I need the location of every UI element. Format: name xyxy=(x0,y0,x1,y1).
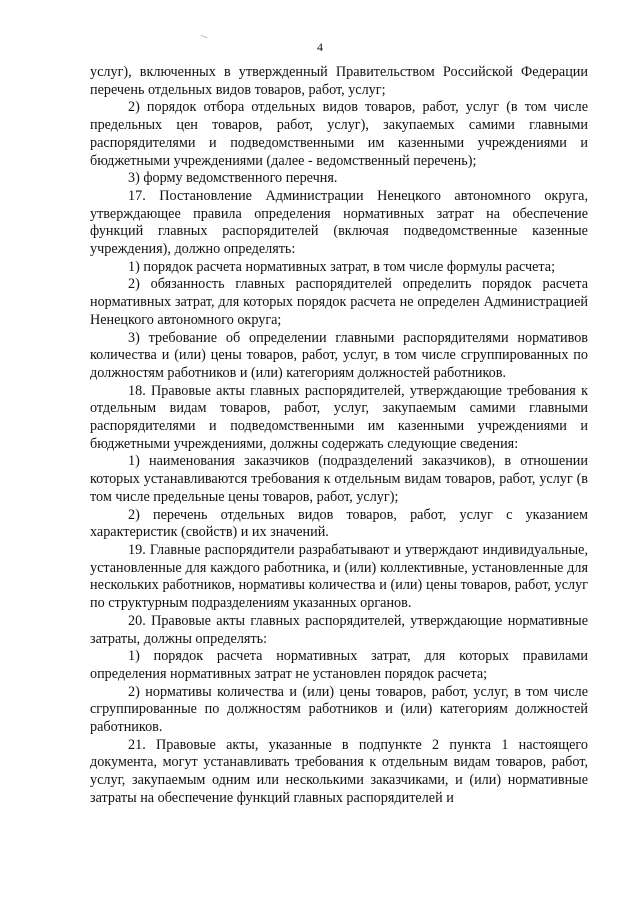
paragraph-item-2-selection-order: 2) порядок отбора отдельных видов товаров, работ, услуг (в том числе предельных цен товаров, работ, услуг), закупаемых самими главными распорядителями и подведомственными им казенными учреждениями и бюджетными учреждениями (далее - ведомственный перечень); xyxy=(90,99,588,169)
paragraph-section-17: 17. Постановление Администрации Ненецкого автономного округа, утверждающее правила определения нормативных затрат на обеспечение функций главных распорядителей (включая подведомственные казенные учреждения), должно определять: xyxy=(90,187,588,258)
page-number: 4 xyxy=(317,40,323,54)
paragraph-section-17-item-1: 1) порядок расчета нормативных затрат, в том числе формулы расчета; xyxy=(128,258,556,275)
paragraph-section-20: 20. Правовые акты главных распорядителей, утверждающие нормативные затраты, должны определять: xyxy=(90,612,588,647)
paragraph-section-18: 18. Правовые акты главных распорядителей, утверждающие требования к отдельным видам товаров, работ, услуг, закупаемым самими главными распорядителями и подведомственными им казенными учреждениями и бюджетными учреждениями, должны содержать следующие сведения: xyxy=(90,382,588,452)
paragraph-section-20-item-2: 2) нормативы количества и (или) цены товаров, работ, услуг, в том числе сгруппированные по должностям работников и (или) категориям должностей работников. xyxy=(90,683,588,736)
paragraph-section-20-item-1: 1) порядок расчета нормативных затрат, для которых правилами определения нормативных затрат не установлен порядок расчета; xyxy=(90,648,588,682)
document-body xyxy=(90,64,588,808)
paragraph-section-17-item-3: 3) требование об определении главными распорядителями нормативов количества и (или) цены товаров, работ, услуг, в том числе сгруппированных по должностям работников и (или) категориям должностей работников. xyxy=(90,329,588,381)
paragraph-section-18-item-2: 2) перечень отдельных видов товаров, работ, услуг с указанием характеристик (свойств) и их значений. xyxy=(90,506,588,541)
paragraph-section-19: 19. Главные распорядители разрабатывают и утверждают индивидуальные, установленные для каждого работника, и (или) коллективные, установленные для нескольких работников, нормативы количества и (или) цены товаров, работ, услуг по структурным подразделениям указанных органов. xyxy=(90,541,588,612)
paragraph-continuation: услуг), включенных в утвержденный Правительством Российской Федерации перечень отдельных видов товаров, работ, услуг; xyxy=(90,64,588,98)
paragraph-item-3-list-form: 3) форму ведомственного перечня. xyxy=(128,170,338,187)
paragraph-section-18-item-1: 1) наименования заказчиков (подразделений заказчиков), в отношении которых устанавливаются требования к отдельным видам товаров, работ, услуг (в том числе предельные цены товаров, работ, услуг); xyxy=(90,453,588,505)
paragraph-section-17-item-2: 2) обязанность главных распорядителей определить порядок расчета нормативных затрат, для которых порядок расчета не определен Администрацией Ненецкого автономного округа; xyxy=(90,276,588,328)
paragraph-section-21: 21. Правовые акты, указанные в подпункте 2 пункта 1 настоящего документа, могут устанавливать требования к отдельным видам товаров, работ, услуг, закупаемым одним или несколькими заказчиками, и (или) нормативные затраты на обеспечение функций главных распорядителей и xyxy=(90,736,588,806)
